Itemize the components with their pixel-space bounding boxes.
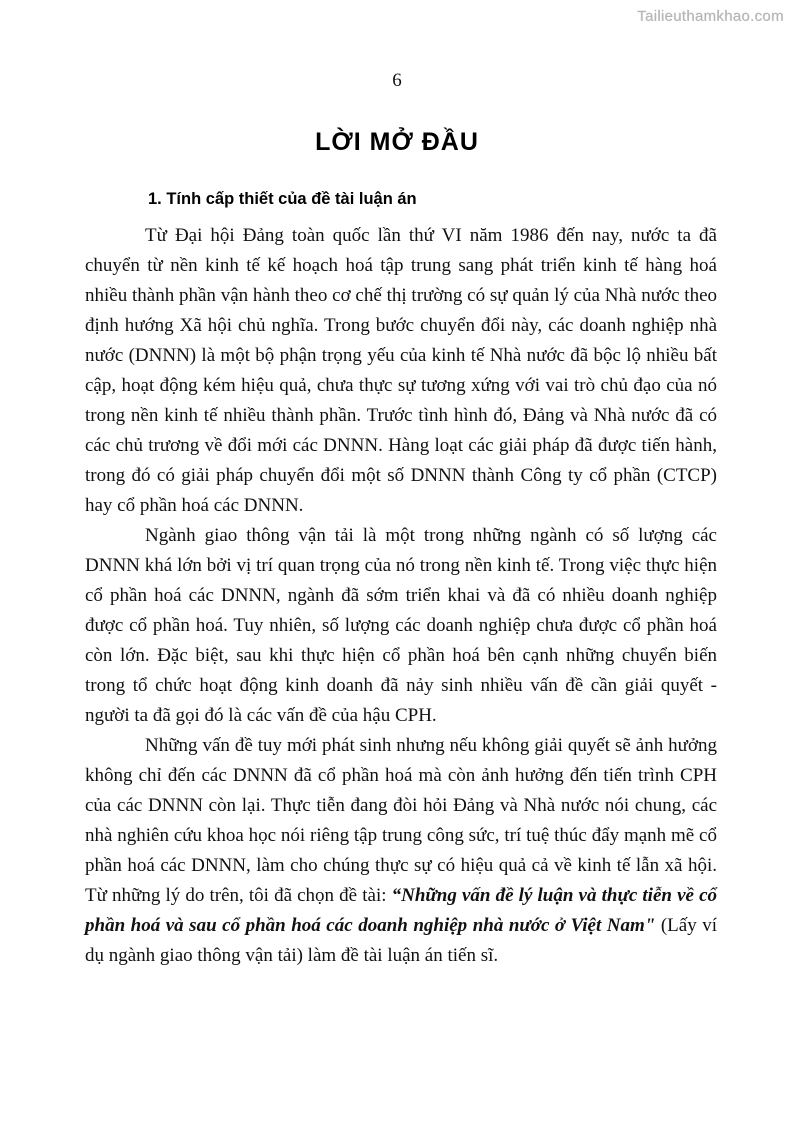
text-segment: Những vấn đề tuy mới phát sinh nhưng nếu không giải quyết sẽ ảnh hưởng không chỉ đến các DNNN đã cổ phần hoá mà còn ảnh hưởng đến tiến trình CPH của các DNNN còn lại. Thực tiễn đang đòi hỏi Đảng và Nhà nước nói chung, các nhà nghiên cứu khoa học nói riêng tập trung công sức, trí tuệ thúc đẩy mạnh mẽ cổ phần hoá các DNNN, làm cho chúng thực sự có hiệu quả cả về kinh tế lẫn xã hội. Từ những lý do trên, tôi đã chọn đề tài: [85, 735, 717, 906]
page-number: 6 [392, 70, 402, 91]
text-segment: “Những vấn đề lý luận và thực tiễn về cổ phần hoá và sau cổ phần hoá các doanh nghiệp nhà nước ở Việt Nam" [85, 885, 717, 936]
paragraph [85, 731, 717, 971]
text-segment: (Lấy ví dụ ngành giao thông vận tải) làm đề tài luận án tiến sĩ. [85, 915, 717, 966]
watermark: Tailieuthamkhao.com [637, 8, 784, 25]
text-segment: Từ Đại hội Đảng toàn quốc lần thứ VI năm 1986 đến nay, nước ta đã chuyển từ nền kinh tế kế hoạch hoá tập trung sang phát triển kinh tế hàng hoá nhiều thành phần vận hành theo cơ chế thị trường có sự quản lý của Nhà nước theo định hướng Xã hội chủ nghĩa. Trong bước chuyển đổi này, các doanh nghiệp nhà nước (DNNN) là một bộ phận trọng yếu của kinh tế Nhà nước đã bộc lộ nhiều bất cập, hoạt động kém hiệu quả, chưa thực sự tương xứng với vai trò chủ đạo của nó trong nền kinh tế nhiều thành phần. Trước tình hình đó, Đảng và Nhà nước đã có các chủ trương về đổi mới các DNNN. Hàng loạt các giải pháp đã được tiến hành, trong đó có giải pháp chuyển đổi một số DNNN thành Công ty cổ phần (CTCP) hay cổ phần hoá các DNNN. [85, 225, 717, 516]
text-segment: Ngành giao thông vận tải là một trong những ngành có số lượng các DNNN khá lớn bởi vị trí quan trọng của nó trong nền kinh tế. Trong việc thực hiện cổ phần hoá các DNNN, ngành đã sớm triển khai và đã có nhiều doanh nghiệp được cổ phần hoá. Tuy nhiên, số lượng các doanh nghiệp chưa được cổ phần hoá còn lớn. Đặc biệt, sau khi thực hiện cổ phần hoá bên cạnh những chuyển biến trong tổ chức hoạt động kinh doanh đã nảy sinh nhiều vấn đề cần giải quyết - người ta đã gọi đó là các vấn đề của hậu CPH. [85, 525, 717, 726]
page-title: LỜI MỞ ĐẦU [315, 128, 479, 156]
paragraph [85, 221, 717, 521]
body-text [85, 221, 717, 971]
section-heading: 1. Tính cấp thiết của đề tài luận án [148, 190, 417, 208]
paragraph [85, 521, 717, 731]
